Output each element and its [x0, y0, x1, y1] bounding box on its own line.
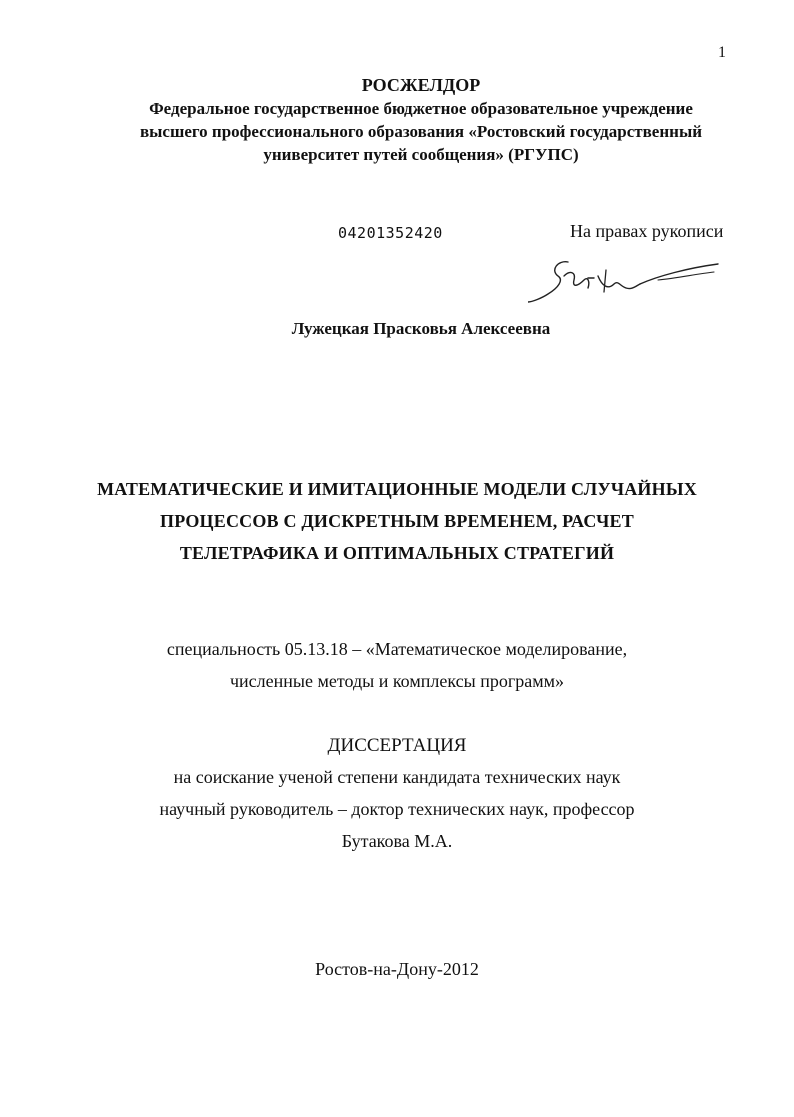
org-short-name: РОСЖЕЛДОР	[361, 75, 481, 95]
org-full-name-line-3: университет путей сообщения» (РГУПС)	[263, 145, 579, 164]
org-full-name-line-2: высшего профессионального образования «Ростовский государственный	[139, 122, 703, 141]
document-code: 04201352420	[338, 224, 443, 242]
degree-line: на соискание ученой степени кандидата технических наук	[173, 767, 621, 787]
org-full-name-line-1: Федеральное государственное бюджетное образовательное учреждение	[149, 99, 693, 118]
specialty-line-2: численные методы и комплексы программ»	[229, 671, 565, 691]
manuscript-note: На правах рукописи	[570, 221, 724, 241]
supervisor-title-line: научный руководитель – доктор технических наук, профессор	[159, 799, 635, 819]
page-number: 1	[718, 44, 726, 61]
signature	[528, 256, 724, 306]
supervisor-name: Бутакова М.А.	[341, 831, 453, 851]
dissertation-title-line-2: ПРОЦЕССОВ С ДИСКРЕТНЫМ ВРЕМЕНЕМ, РАСЧЕТ	[160, 511, 634, 531]
author-name: Лужецкая Прасковья Алексеевна	[291, 319, 551, 338]
dissertation-heading: ДИССЕРТАЦИЯ	[327, 735, 467, 756]
specialty-line-1: специальность 05.13.18 – «Математическое моделирование,	[166, 639, 628, 659]
dissertation-title-line-3: ТЕЛЕТРАФИКА И ОПТИМАЛЬНЫХ СТРАТЕГИЙ	[179, 543, 615, 563]
dissertation-title-line-1: МАТЕМАТИЧЕСКИЕ И ИМИТАЦИОННЫЕ МОДЕЛИ СЛУЧАЙНЫХ	[97, 479, 697, 499]
city-year: Ростов-на-Дону-2012	[315, 959, 479, 979]
